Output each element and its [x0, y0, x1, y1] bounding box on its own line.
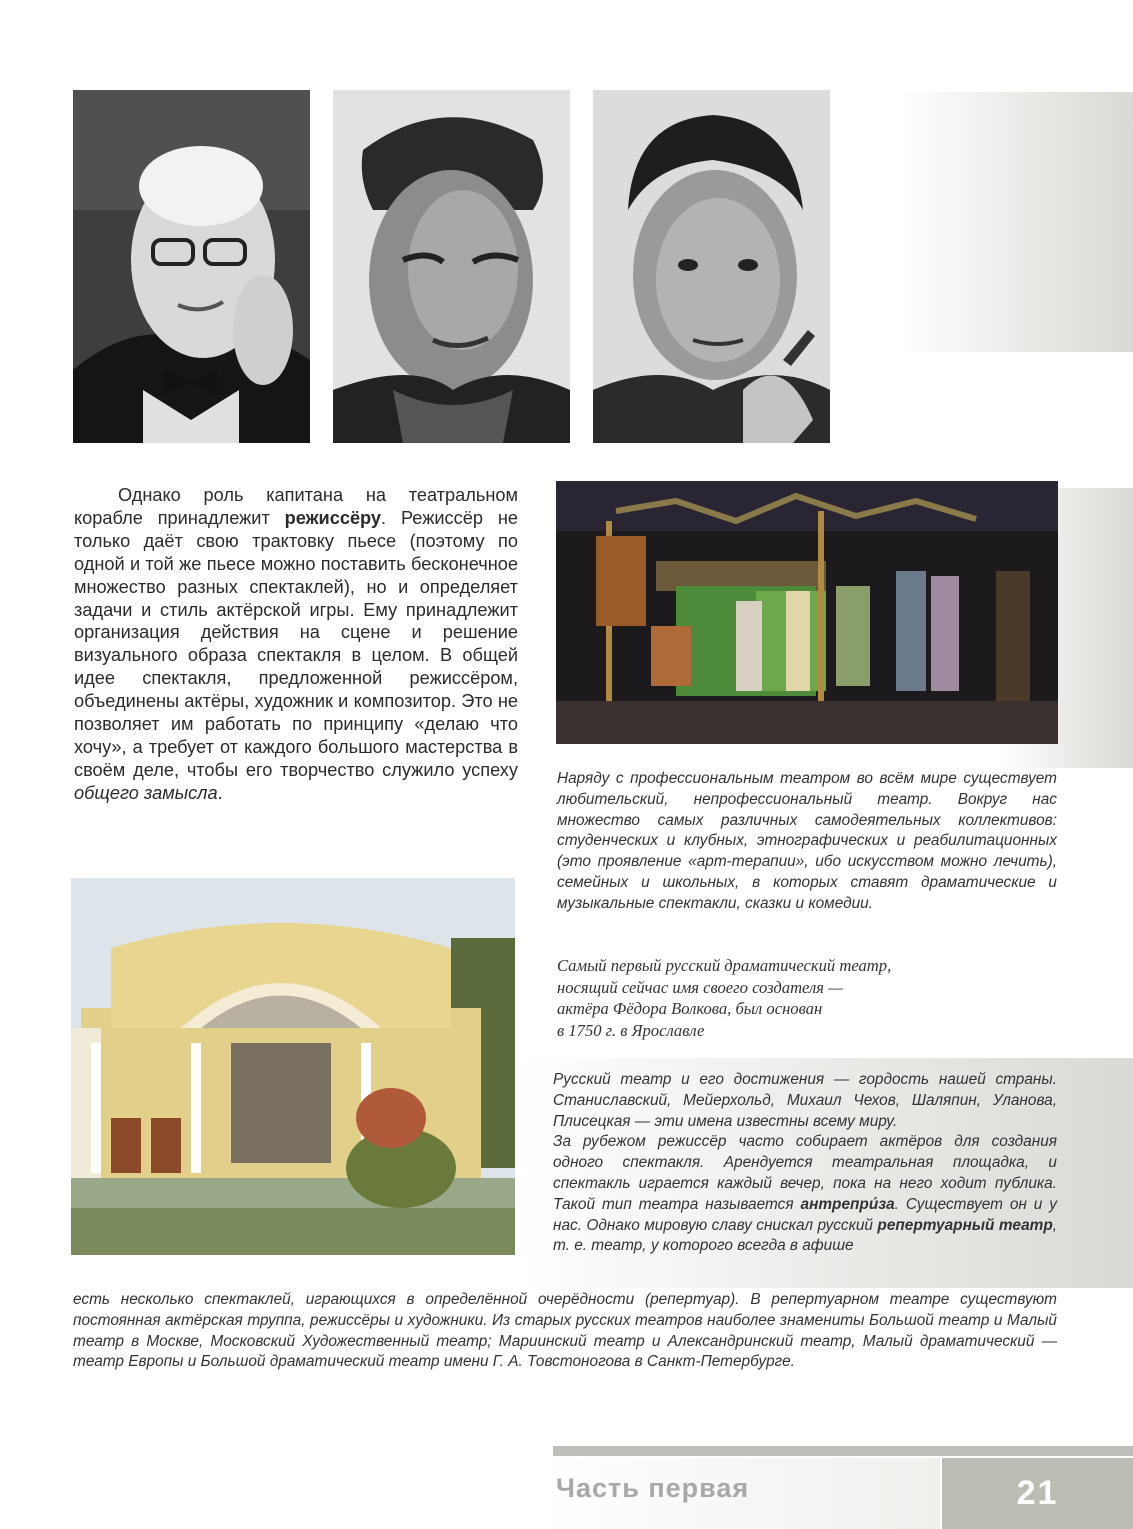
portrait-brecht [593, 90, 830, 443]
caption-line: в 1750 г. в Ярославле [557, 1020, 705, 1040]
photo-amateur-theatre [556, 481, 1058, 744]
header-gradient-band [900, 92, 1133, 352]
caption-line: Самый первый русский драматический театр, [557, 956, 892, 975]
caption-line: носящий сейчас имя своего создателя — [557, 977, 843, 997]
caption-amateur-theatre: Наряду с профессиональным театром во всём мире существует любительский, непрофессиональный театр. Вокруг нас множество самых различных самодеятельных коллективов: студенческих и клубных, этнографических и реабилитационных (это проявление «арт-терапии», ибо искусством можно лечить), семейных и школьных, в которых ставят драматические и музыкальные спектакли, сказки и комедии. [557, 770, 1057, 912]
term-antreprise: антрепри́за [800, 1195, 895, 1213]
body-paragraph: Однако роль капитана на театральном корабле принадлежит режиссёру. Режиссёр не только даёт свою трактовку пьесе (поэтому по одной и той же пьесе можно поставить бесконечное множество разных спектаклей), но и определяет задачи и стиль актёрской игры. Ему принадлежит организация действия на сцене и решение визуального образа спектакля в целом. В общей идее спектакля, предложенной режиссёром, объединены актёры, художник и композитор. Это не позволяет им работать по принципу «делаю что хочу», а требует от каждого большого мастерства в своём деле, чтобы его творчество служило успеху общего замысла. [74, 485, 518, 803]
term-director: режиссёру [284, 507, 382, 528]
note-russian-theatre: Русский театр и его достижения — гордость нашей страны. Станиславский, Мейерхольд, Михаил Чехов, Шаляпин, Уланова, Плисецкая — эти имена известны всему миру. За рубежом режиссёр часто собирает актёров для создания одного спектакля. Арендуется театральная площадка, и спектакль играется каждый вечер, пока на него ходит публика. Такой тип театра называется антрепри́за. Существует он и у нас. Однако мировую славу снискал русский репертуарный театр, т. е. театр, у которого всегда в афише [553, 1071, 1058, 1255]
footer-rule [553, 1446, 1133, 1456]
photo-volkov-theatre [71, 878, 515, 1255]
caption-volkov-theatre [557, 955, 1057, 1041]
term-repertory-theatre: репертуарный театр [877, 1216, 1053, 1234]
caption-line: актёра Фёдора Волкова, был основан [557, 999, 823, 1018]
note-russian-theatre-continuation: есть несколько спектаклей, играющихся в определённой очерёдности (репертуар). В репертуарном театре существуют постоянная актёрская труппа, режиссёры и художники. Из старых русских театров наиболее знамениты Большой театр и Малый театр в Москве, Московский Художественный театр; Мариинский театр и Александринский театр, Малый драматический — театр Европы и Большой драматический театр имени Г. А. Товстоногова в Санкт-Петербурге. [73, 1291, 1057, 1371]
footer-section-title: Часть первая [556, 1473, 750, 1503]
term-common-idea: общего замысла [74, 782, 218, 803]
portrait-meyerhold [333, 90, 570, 443]
page-number: 21 [942, 1458, 1133, 1529]
portrait-stanislavsky [73, 90, 310, 443]
